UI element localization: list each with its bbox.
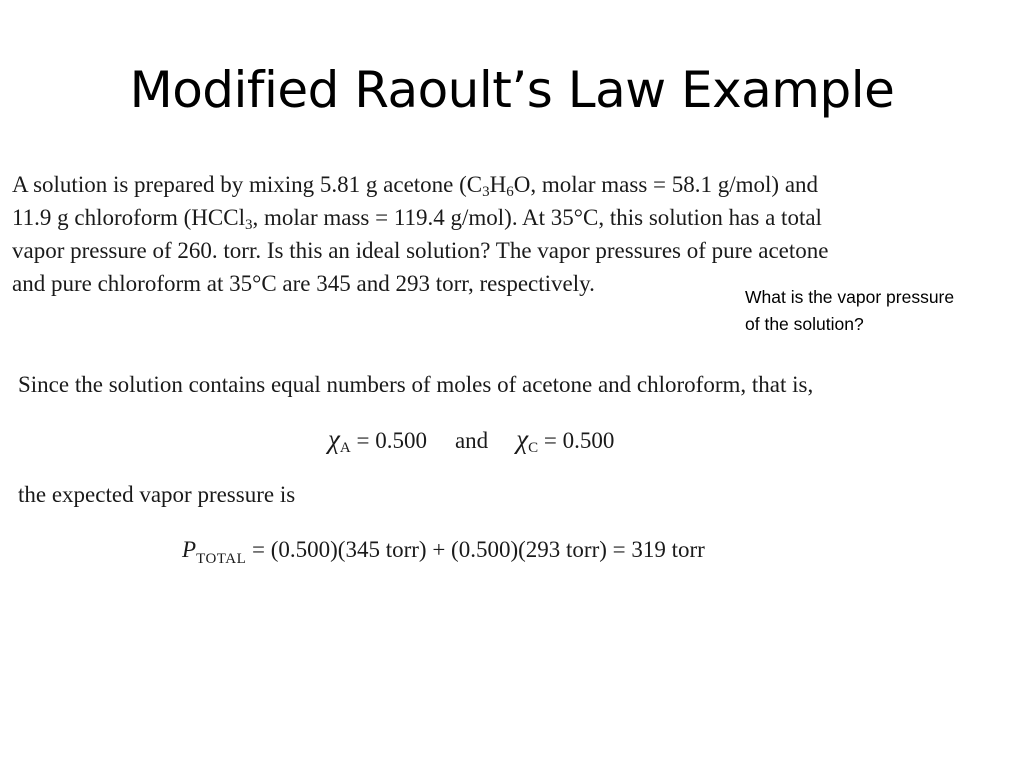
and-word: and — [454, 428, 489, 453]
problem-line-3: vapor pressure of 260. torr. Is this an ideal solution? The vapor pressures of pure acetone — [12, 238, 829, 263]
chi-a-symbol: χ — [328, 424, 340, 454]
mole-fraction-equation — [328, 424, 614, 455]
slide-title: Modified Raoult’s Law Example — [129, 61, 895, 119]
side-question-line-2: of the solution? — [745, 314, 864, 334]
side-question-line-1: What is the vapor pressure — [745, 287, 955, 307]
problem-line-4: and pure chloroform at 35°C are 345 and 293 torr, respectively. — [12, 271, 595, 296]
chi-a-value: = 0.500 — [356, 428, 427, 453]
problem-line-1: A solution is prepared by mixing 5.81 g acetone ($C_3H_6O$, molar mass = 58.1 g/mol) and — [12, 172, 819, 200]
solution-intro: Since the solution contains equal numbers of moles of acetone and chloroform, that is, — [18, 372, 814, 397]
problem-line-2: 11.9 g chloroform (HCCl$_3$, molar mass = 119.4 g/mol). At 35°C, this solution has a total — [12, 205, 822, 233]
chi-a-subscript: A — [339, 440, 351, 456]
chi-c-symbol: χ — [516, 424, 529, 454]
problem-statement — [12, 168, 1002, 300]
p-subscript: TOTAL — [196, 551, 247, 567]
p-expression: = (0.500)(345 torr) + (0.500)(293 torr) = 319 torr — [252, 537, 705, 562]
chi-c-value: = 0.500 — [543, 428, 615, 453]
total-pressure-equation — [182, 537, 705, 567]
chi-c-subscript: C — [528, 440, 539, 456]
side-question — [745, 284, 1024, 338]
p-symbol: P — [182, 537, 197, 562]
solution-expected: the expected vapor pressure is — [18, 482, 296, 507]
